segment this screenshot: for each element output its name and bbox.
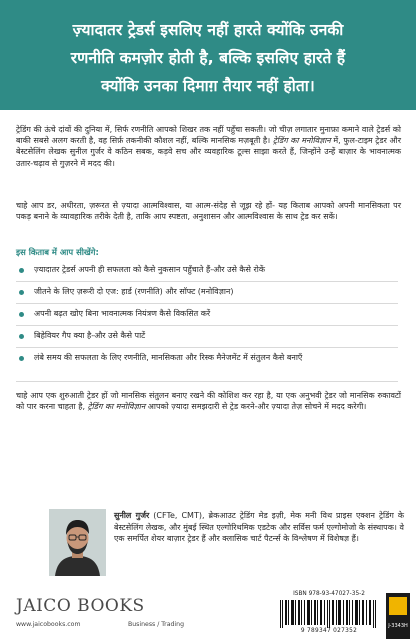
bullet-icon (19, 268, 24, 273)
author-bio (114, 510, 404, 545)
author-name: सुनील गुर्जर (114, 511, 150, 520)
publisher-mark (386, 593, 410, 639)
publisher-emblem-icon (389, 597, 407, 615)
publisher-logo: JAICO BOOKS (16, 596, 145, 616)
intro-text-continued: में, फुल-टाइम ट्रेडर और बेस्टसेलिंग लेखक सुनील गुर्जर वे कठिन सबक, कड़वे सच और व्यवहारिक टूल्स साझा करते हैं, जिन्होंने उन्हें बाज़ार के भावनात्मक उतार-चढ़ाव से गुज़रने में मदद की। (16, 136, 401, 168)
learn-item (16, 353, 398, 382)
barcode-number: 9 789347 027352 (300, 628, 358, 634)
learn-item (16, 265, 398, 282)
learn-item (16, 287, 398, 304)
learn-item-text: जीतने के लिए ज़रूरी दो एज: हार्ड (रणनीति) और सॉफ्ट (मनोविज्ञान) (34, 287, 234, 296)
learn-item-text: लंबे समय की सफलता के लिए रणनीति, मानसिकता और रिस्क मैनेजमेंट में संतुलन कैसे बनाएँ (34, 353, 303, 362)
author-credentials: (CFTe, CMT), (153, 511, 205, 520)
publisher-website: www.jaicobooks.com (16, 621, 81, 628)
closing-text-end: आपको ज़्यादा समझदारी से ट्रेड करने-और ज़्यादा तेज़ सोचने में मदद करेगी। (147, 402, 367, 412)
tagline-banner (0, 0, 416, 110)
intro-paragraph-1 (16, 124, 401, 169)
learn-item (16, 331, 398, 348)
tagline-line-2: रणनीति कमज़ोर होती है, बल्कि इसलिए हारते हैं (70, 49, 346, 67)
tagline-line-1: ज़्यादातर ट्रेडर्स इसलिए नहीं हारते क्योंकि उनकी (72, 21, 344, 39)
book-title-inline: ट्रेडिंग का मनोविज्ञान (272, 136, 331, 146)
book-category: Business / Trading (128, 621, 185, 628)
closing-paragraph (16, 390, 401, 412)
learn-item-text: ज़्यादातर ट्रेडर्स अपनी ही सफलता को कैसे नुकसान पहुँचाते हैं-और उसे कैसे रोकें (34, 265, 265, 274)
bullet-icon (19, 290, 24, 295)
book-code: J-3343H (388, 623, 408, 629)
tagline-line-3: क्योंकि उनका दिमाग़ तैयार नहीं होता। (101, 77, 315, 95)
book-title-inline: ट्रेडिंग का मनोविज्ञान (87, 402, 146, 412)
intro-text: ट्रेडिंग की ऊंचे दांवों की दुनिया में, सिर्फ रणनीति आपको शिखर तक नहीं पहुँचा सकती। जो चीज़ लगातार मुनाफ़ा कमाने वाले ट्रेडर्स को बाकी सबसे अलग करती है, वह सिर्फ़ तकनीकी कौशल नहीं, बल्कि मानसिक मज़बूती है। (16, 125, 401, 146)
author-photo (49, 509, 106, 576)
author-bio-text: ब्रेकआउट ट्रेडिंग मेड इज़ी, मेक मनी विथ प्राइस एक्शन ट्रेडिंग के बेस्टसेलिंग लेखक, और मुंबई स्थित एल्गोरिथमिक एडटेक और सर्विस फर्म एल्गोमोजो के संस्थापक। वे एक समर्पित शेयर बाज़ार ट्रेडर हैं और क्लासिक चार्ट पैटर्न्स के विश्लेषण में विशेषज्ञ हैं। (114, 511, 404, 544)
barcode-icon (280, 600, 378, 628)
isbn-barcode (276, 591, 382, 637)
learn-item-text: अपनी बढ़त खोए बिना भावनात्मक नियंत्रण कैसे विकसित करें (34, 309, 211, 318)
bullet-icon (19, 334, 24, 339)
bullet-icon (19, 312, 24, 317)
learn-item (16, 309, 398, 326)
learn-heading: इस किताब में आप सीखेंगे: (16, 247, 99, 257)
bullet-icon (19, 356, 24, 361)
learn-item-text: बिहेवियर गैप क्या है-और उसे कैसे पाटें (34, 331, 146, 340)
intro-paragraph-2: चाहे आप डर, अधीरता, ज़रूरत से ज़्यादा आत्मविश्वास, या आत्म-संदेह से जूझ रहे हों- यह किताब आपको अपनी मानसिकता पर पकड़ बनाने के व्यावहारिक तरीके देती है, ताकि आप स्पष्टता, अनुशासन और आत्मविश्वास के साथ ट्रेड कर सकें। (16, 201, 401, 222)
isbn-label: ISBN 978-93-47027-35-2 (293, 591, 365, 597)
closing-text: चाहे आप एक शुरुआती ट्रेडर हों जो मानसिक संतुलन बनाए रखने की कोशिश कर रहा है, या एक अनुभवी ट्रेडर जो मानसिक रुकावटों को पार करना चाहता है, (16, 391, 401, 412)
author-portrait-icon (49, 509, 106, 576)
